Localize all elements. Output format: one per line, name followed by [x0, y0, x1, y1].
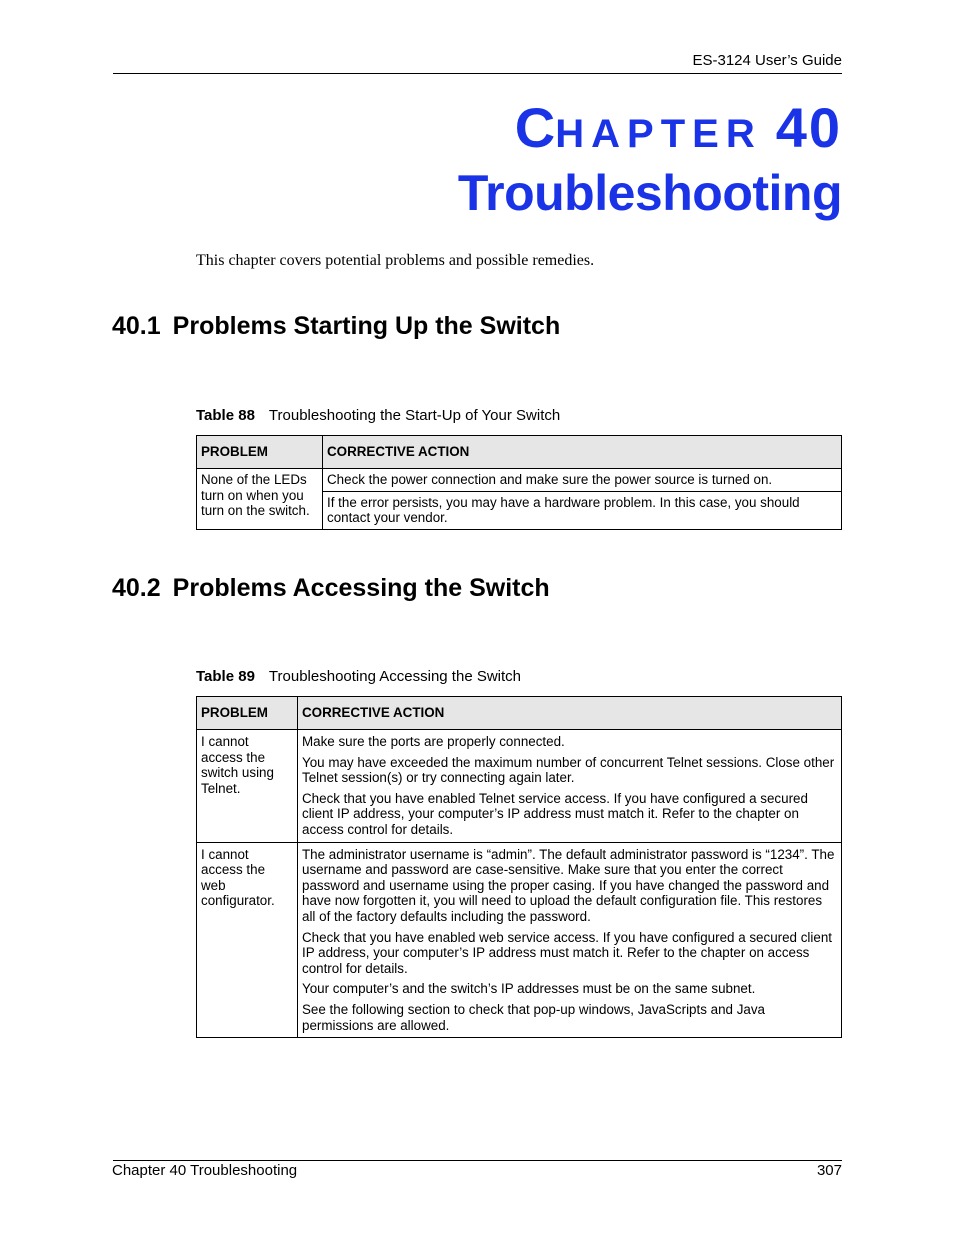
- table-row: [197, 730, 842, 843]
- action-paragraph: Check that you have enabled Telnet service access. If you have configured a secured client IP address, your computer’s IP address must match it. Refer to the chapter on access control for details.: [302, 790, 808, 837]
- action-paragraph: Check that you have enabled web service access. If you have configured a secured client IP address, your computer’s IP address must match it. Refer to the chapter on access control for details.: [302, 929, 832, 976]
- action-paragraph: Your computer’s and the switch’s IP addresses must be on the same subnet.: [302, 981, 756, 997]
- section-title: Problems Starting Up the Switch: [172, 312, 561, 340]
- problem-cell: None of the LEDs turn on when you turn on the switch.: [197, 469, 323, 530]
- action-paragraph: The administrator username is “admin”. The default administrator password is “1234”. The username and password are case-sensitive. Make sure that you enter the correct password and username using the proper casing. If you have changed the password and have now forgotten it, you will need to upload the default configuration file. This restores all of the factory defaults including the password.: [302, 846, 835, 924]
- footer-rule: [113, 1160, 842, 1161]
- access-troubleshooting-table: [196, 696, 842, 1038]
- section-heading-40-1: [112, 312, 560, 341]
- table-caption-89: [196, 668, 521, 685]
- action-paragraph: You may have exceeded the maximum number of concurrent Telnet sessions. Close other Telnet session(s) or try connecting again later.: [302, 754, 835, 786]
- page-number: 307: [816, 1162, 842, 1179]
- chapter-number: 40: [775, 96, 842, 159]
- startup-troubleshooting-table: [196, 435, 842, 530]
- action-cell: Check the power connection and make sure the power source is turned on.: [323, 469, 842, 492]
- problem-cell: I cannot access the switch using Telnet.: [197, 730, 298, 843]
- column-header-corrective-action: CORRECTIVE ACTION: [298, 697, 842, 730]
- action-paragraph: Make sure the ports are properly connected.: [302, 734, 565, 749]
- intro-paragraph: This chapter covers potential problems and possible remedies.: [196, 252, 595, 269]
- chapter-label: [514, 96, 842, 159]
- action-paragraph: See the following section to check that pop-up windows, JavaScripts and Java permissions are allowed.: [302, 1001, 765, 1033]
- table-caption-number: Table 89: [196, 668, 255, 685]
- section-title: Problems Accessing the Switch: [172, 574, 550, 602]
- chapter-label-rest: HAPTER: [555, 112, 762, 156]
- header-rule: [113, 73, 842, 74]
- table-caption-88: [196, 407, 560, 424]
- table-header-row: [197, 436, 842, 469]
- column-header-corrective-action: CORRECTIVE ACTION: [323, 436, 842, 469]
- chapter-title: Troubleshooting: [457, 165, 842, 221]
- table-caption-text: Troubleshooting the Start-Up of Your Switch: [268, 407, 561, 424]
- action-cell: [298, 730, 842, 843]
- chapter-label-initial: C: [514, 96, 556, 159]
- table-caption-text: Troubleshooting Accessing the Switch: [268, 668, 522, 685]
- action-cell: [298, 842, 842, 1038]
- column-header-problem: PROBLEM: [197, 436, 323, 469]
- section-number: 40.2: [112, 574, 161, 602]
- action-cell: If the error persists, you may have a hardware problem. In this case, you should contact your vendor.: [323, 491, 842, 529]
- table-row: [197, 842, 842, 1038]
- section-number: 40.1: [112, 312, 161, 340]
- footer-chapter: Chapter 40 Troubleshooting: [112, 1162, 298, 1179]
- table-row: [197, 469, 842, 492]
- column-header-problem: PROBLEM: [197, 697, 298, 730]
- table-header-row: [197, 697, 842, 730]
- section-heading-40-2: [112, 574, 550, 603]
- running-header: ES-3124 User’s Guide: [692, 52, 842, 69]
- problem-cell: I cannot access the web configurator.: [197, 842, 298, 1038]
- table-caption-number: Table 88: [196, 407, 255, 424]
